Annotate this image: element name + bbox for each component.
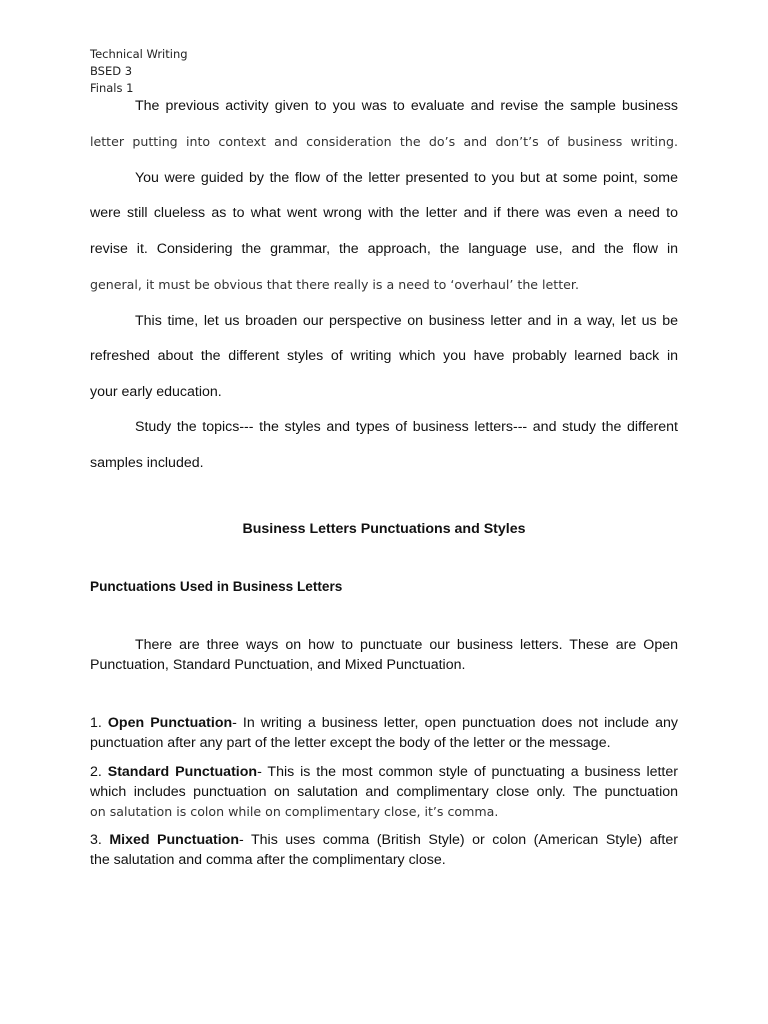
item-open-number: 1. xyxy=(90,715,102,731)
subsection-heading: Punctuations Used in Business Letters xyxy=(90,579,343,594)
item-open-line1 xyxy=(90,715,678,731)
item-mixed-term: Mixed Punctuation xyxy=(109,832,240,848)
item-standard-line3: on salutation is colon while on complimentary close, it’s comma. xyxy=(90,804,499,819)
intro-p1-line1: The previous activity given to you was to evaluate and revise the sample business xyxy=(135,98,678,114)
item-standard-text1: - This is the most common style of punctuating a business letter xyxy=(257,764,678,780)
item-open-term: Open Punctuation xyxy=(107,715,233,731)
lead-line1: There are three ways on how to punctuate our business letters. These are Open xyxy=(135,637,678,653)
intro-p2-line3: revise it. Considering the grammar, the approach, the language use, and the flow in xyxy=(90,241,678,257)
item-mixed-number: 3. xyxy=(90,832,102,848)
intro-p2-line4: general, it must be obvious that there really is a need to ‘overhaul’ the letter. xyxy=(90,277,579,292)
item-standard-line2: which includes punctuation on salutation and complimentary close only. The punctuation xyxy=(90,784,678,800)
intro-p4-line2: samples included. xyxy=(90,455,204,471)
lead-line2: Punctuation, Standard Punctuation, and Mixed Punctuation. xyxy=(90,657,466,673)
header-class: BSED 3 xyxy=(90,64,133,78)
intro-p1-line2: letter putting into context and consideration the do’s and don’t’s of business writing. xyxy=(90,134,678,149)
intro-p4-line1: Study the topics--- the styles and types of business letters--- and study the different xyxy=(135,419,678,435)
item-standard-line1 xyxy=(90,764,678,780)
intro-p2-line1: You were guided by the flow of the letter presented to you but at some point, some xyxy=(135,170,678,186)
header-course: Technical Writing xyxy=(90,47,188,61)
intro-p3-line2: refreshed about the different styles of writing which you have probably learned back in xyxy=(90,348,678,364)
item-open-text1: - In writing a business letter, open punctuation does not include any xyxy=(232,715,678,731)
item-standard-term: Standard Punctuation xyxy=(107,764,258,780)
item-mixed-line2: the salutation and comma after the complimentary close. xyxy=(90,852,446,868)
item-mixed-line1 xyxy=(90,832,678,848)
item-open-line2: punctuation after any part of the letter except the body of the letter or the message. xyxy=(90,735,611,751)
item-standard-number: 2. xyxy=(90,764,102,780)
section-title: Business Letters Punctuations and Styles xyxy=(242,521,526,537)
item-mixed-text1: - This uses comma (British Style) or colon (American Style) after xyxy=(239,832,678,848)
header-term: Finals 1 xyxy=(90,81,134,95)
intro-p2-line2: were still clueless as to what went wrong with the letter and if there was even a need to xyxy=(90,205,678,221)
intro-p3-line3: your early education. xyxy=(90,384,222,400)
intro-p3-line1: This time, let us broaden our perspective on business letter and in a way, let us be xyxy=(135,313,678,329)
